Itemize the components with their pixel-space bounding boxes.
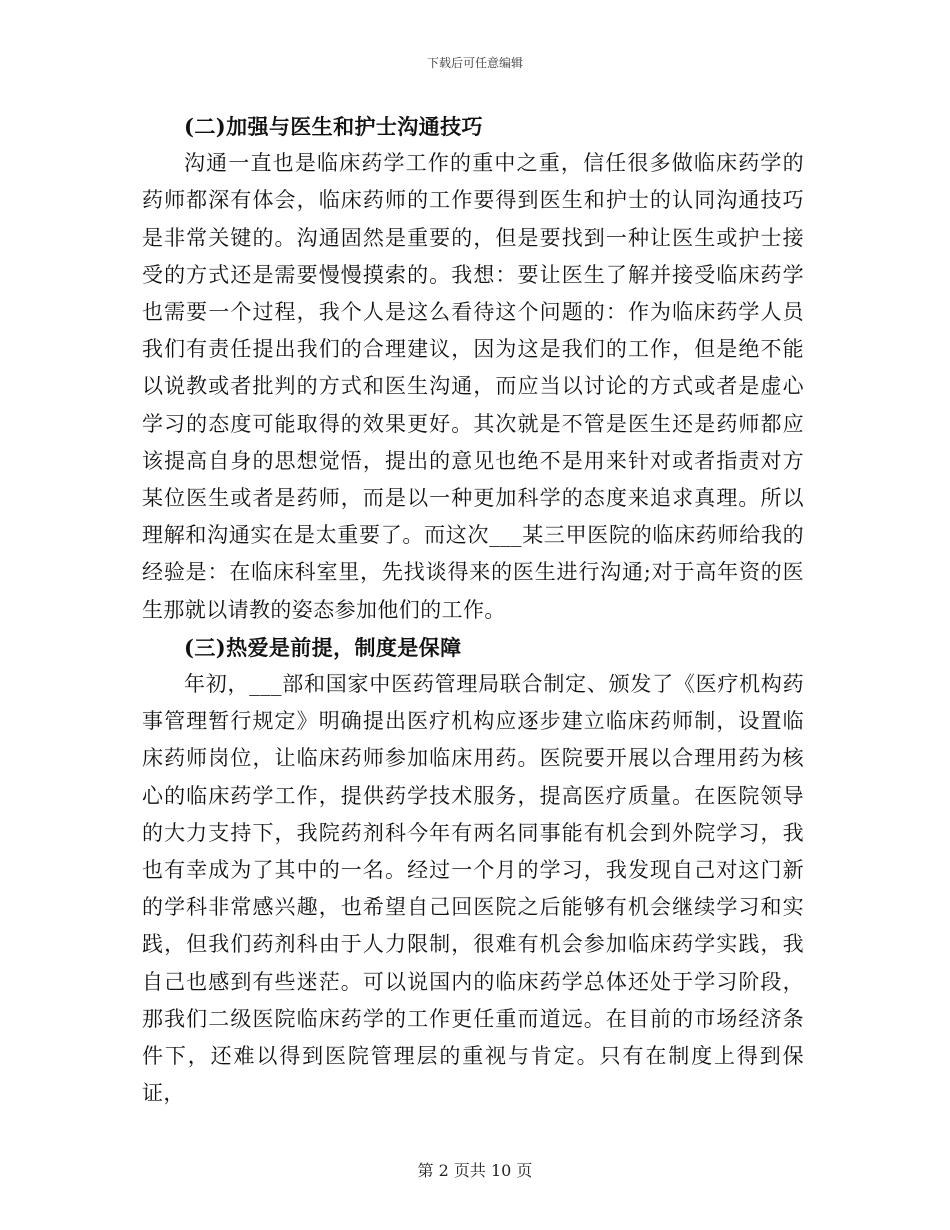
section-heading-3: (三)热爱是前提，制度是保障 [184, 634, 462, 660]
section-paragraph-2: 沟通一直也是临床药学工作的重中之重，信任很多做临床药学的药师都深有体会，临床药师的工作要得到医生和护士的认同沟通技巧是非常关键的。沟通固然是重要的，但是要找到一种让医生或护士接受的方式还是需要慢慢摸索的。我想：要让医生了解并接受临床药学也需要一个过程，我个人是这么看待这个问题的：作为临床药学人员我们有责任提出我们的合理建议，因为这是我们的工作，但是绝不能以说教或者批判的方式和医生沟通，而应当以讨论的方式或者是虚心学习的态度可能取得的效果更好。其次就是不管是医生还是药师都应该提高自身的思想觉悟，提出的意见也绝不是用来针对或者指责对方某位医生或者是药师，而是以一种更加科学的态度来追求真理。所以理解和沟通实在是太重要了。而这次___某三甲医院的临床药师给我的经验是：在临床科室里，先找谈得来的医生进行沟通;对于高年资的医生那就以请教的姿态参加他们的工作。 [142, 151, 804, 622]
page-header: 下载后可任意编辑 [426, 56, 523, 70]
section-paragraph-3: 年初，___部和国家中医药管理局联合制定、颁发了《医疗机构药事管理暂行规定》明确提出医疗机构应逐步建立临床药师制，设置临床药师岗位，让临床药师参加临床用药。医院要开展以合理用药为核心的临床药学工作，提供药学技术服务，提高医疗质量。在医院领导的大力支持下，我院药剂科今年有两名同事能有机会到外院学习，我也有幸成为了其中的一名。经过一个月的学习，我发现自己对这门新的学科非常感兴趣，也希望自己回医院之后能够有机会继续学习和实践，但我们药剂科由于人力限制，很难有机会参加临床药学实践，我自己也感到有些迷茫。可以说国内的临床药学总体还处于学习阶段，那我们二级医院临床药学的工作更任重而道远。在目前的市场经济条件下，还难以得到医院管理层的重视与肯定。只有在制度上得到保证， [142, 672, 804, 1106]
section-heading-2: (二)加强与医生和护士沟通技巧 [184, 114, 483, 139]
document-body [142, 108, 804, 1112]
page-footer: 第 2 页共 10 页 [417, 1161, 533, 1180]
